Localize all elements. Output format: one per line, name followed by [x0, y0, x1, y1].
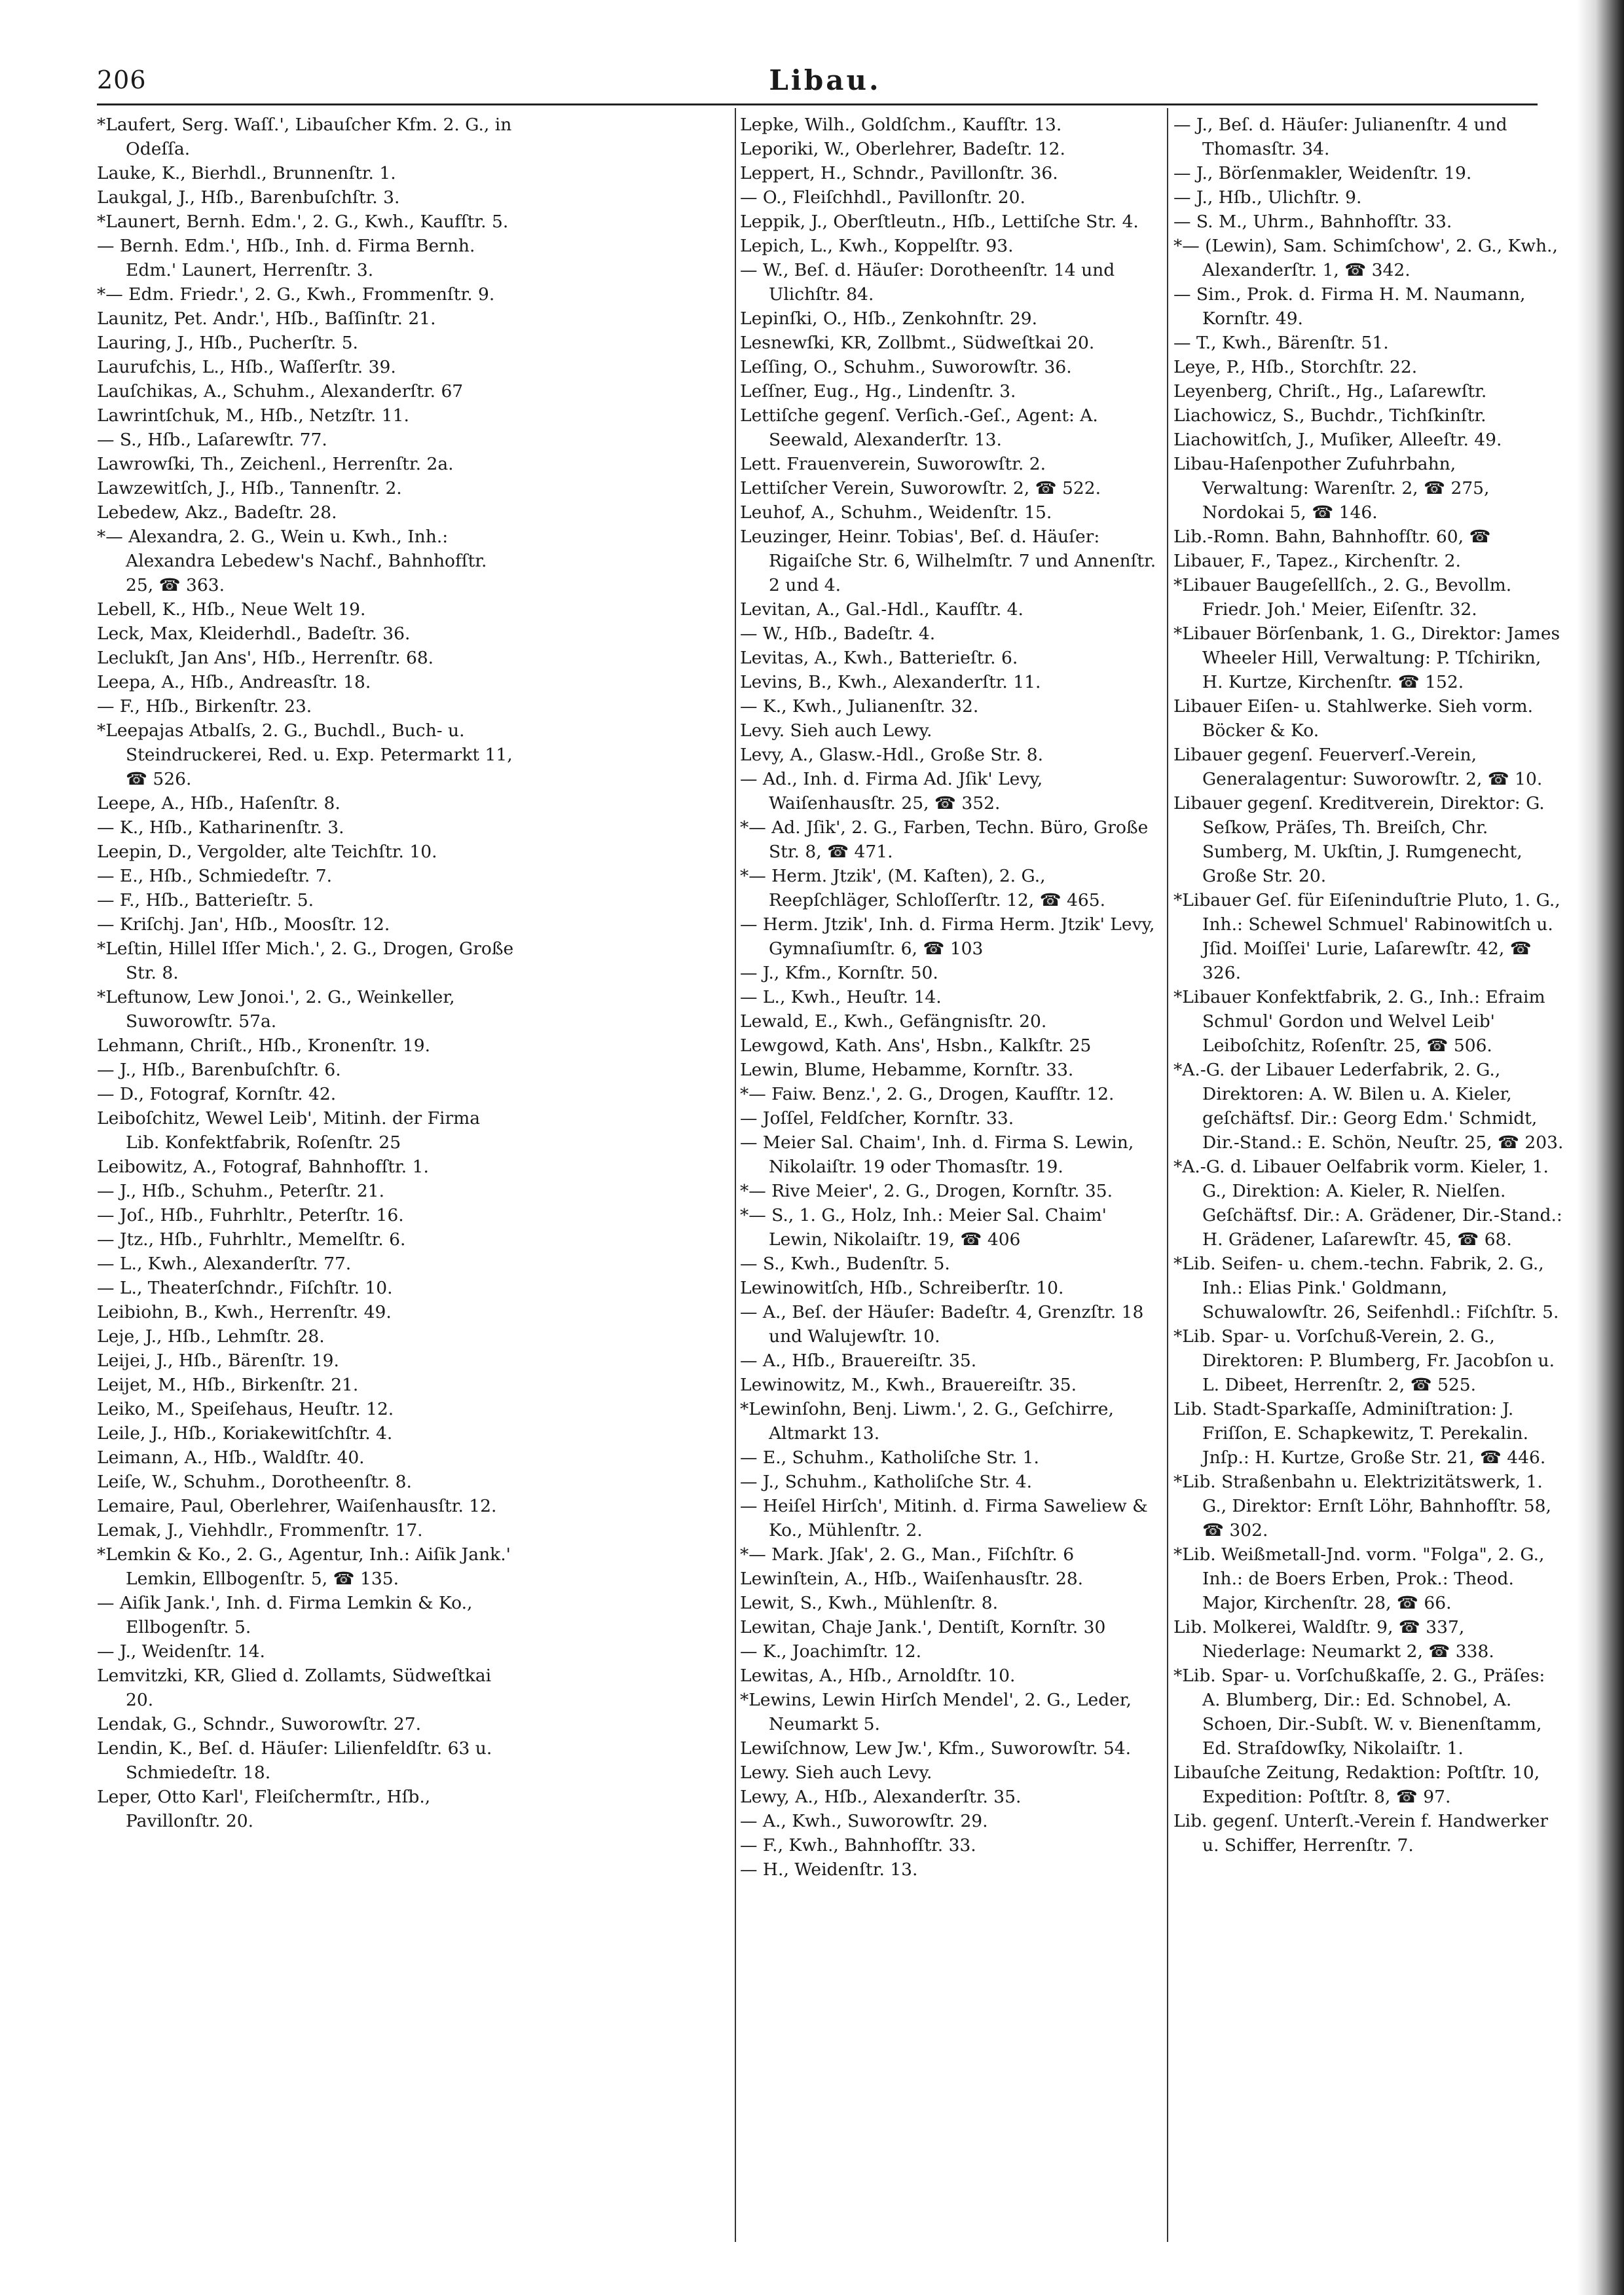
column-3	[1173, 113, 1566, 1857]
directory-entry: Leporiki, W., Oberlehrer, Badeſtr. 12.	[740, 139, 1065, 159]
directory-entry: Lemvitzki, KR, Glied d. Zollamts, Südweſtkai 20.	[97, 1666, 492, 1710]
directory-entry: Lawzewitſch, J., Hſb., Tannenſtr. 2.	[97, 478, 402, 498]
directory-entry: Levins, B., Kwh., Alexanderſtr. 11.	[740, 672, 1041, 692]
directory-entry: *— Herm. Jtzik', (M. Kaſten), 2. G., Reepſchläger, Schloſſerſtr. 12, ☎ 465.	[740, 866, 1106, 910]
directory-entry: Leſſing, O., Schuhm., Suworowſtr. 36.	[740, 357, 1072, 377]
directory-entry: Leppik, J., Oberſtleutn., Hſb., Lettiſche Str. 4.	[740, 212, 1139, 232]
directory-entry: — W., Hſb., Badeſtr. 4.	[740, 624, 936, 644]
directory-entry: Lehmann, Chriſt., Hſb., Kronenſtr. 19.	[97, 1036, 431, 1056]
directory-entry: *Libauer Baugeſellſch., 2. G., Bevollm. Friedr. Joh.' Meier, Eiſenſtr. 32.	[1173, 575, 1512, 620]
directory-entry: — A., Kwh., Suworowſtr. 29.	[740, 1811, 988, 1831]
directory-entry: Levitas, A., Kwh., Batterieſtr. 6.	[740, 648, 1018, 668]
directory-entry: Leijei, J., Hſb., Bärenſtr. 19.	[97, 1351, 339, 1371]
directory-entry: Lewinowitſch, Hſb., Schreiberſtr. 10.	[740, 1278, 1064, 1298]
directory-entry: — Meier Sal. Chaim', Inh. d. Firma S. Lewin, Nikolaiſtr. 19 oder Thomasſtr. 19.	[740, 1132, 1134, 1177]
directory-entry: — L., Kwh., Alexanderſtr. 77.	[97, 1254, 352, 1274]
directory-entry: *Lib. Straßenbahn u. Elektrizitätswerk, 1. G., Direktor: Ernſt Löhr, Bahnhofſtr. 58, ☎ 302.	[1173, 1472, 1551, 1540]
directory-entry: — H., Weidenſtr. 13.	[740, 1859, 918, 1880]
directory-entry: Lettiſcher Verein, Suworowſtr. 2, ☎ 522.	[740, 478, 1101, 498]
directory-entry: — Jtz., Hſb., Fuhrhltr., Memelſtr. 6.	[97, 1229, 406, 1250]
directory-entry: *— Mark. Jſak', 2. G., Man., Fiſchſtr. 6	[740, 1544, 1075, 1565]
directory-entry: Lebell, K., Hſb., Neue Welt 19.	[97, 599, 366, 620]
directory-entry: Lepich, L., Kwh., Koppelſtr. 93.	[740, 236, 1014, 256]
directory-entry: Leck, Max, Kleiderhdl., Badeſtr. 36.	[97, 624, 411, 644]
directory-entry: — L., Theaterſchndr., Fiſchſtr. 10.	[97, 1278, 393, 1298]
directory-entry: Lawrintſchuk, M., Hſb., Netzſtr. 11.	[97, 405, 409, 426]
directory-entry: Leiko, M., Speiſehaus, Heuſtr. 12.	[97, 1399, 394, 1419]
directory-entry: *— (Lewin), Sam. Schimſchow', 2. G., Kwh., Alexanderſtr. 1, ☎ 342.	[1173, 236, 1558, 280]
directory-entry: — Herm. Jtzik', Inh. d. Firma Herm. Jtzik' Levy, Gymnaſiumſtr. 6, ☎ 103	[740, 914, 1155, 959]
directory-entry: Leibiohn, B., Kwh., Herrenſtr. 49.	[97, 1302, 392, 1322]
directory-entry: Lewy. Sieh auch Levy.	[740, 1763, 932, 1783]
directory-entry: — S. M., Uhrm., Bahnhofſtr. 33.	[1173, 212, 1452, 232]
directory-entry: — Aiſik Jank.', Inh. d. Firma Lemkin & Ko., Ellbogenſtr. 5.	[97, 1593, 473, 1637]
directory-entry: Lewy, A., Hſb., Alexanderſtr. 35.	[740, 1787, 1022, 1807]
directory-entry: Lewinowitz, M., Kwh., Brauereiſtr. 35.	[740, 1375, 1077, 1395]
directory-entry: — K., Joachimſtr. 12.	[740, 1641, 922, 1662]
directory-entry: Leye, P., Hſb., Storchſtr. 22.	[1173, 357, 1418, 377]
directory-entry: Liachowicz, S., Buchdr., Tichſkinſtr.	[1173, 405, 1486, 426]
directory-entry: Lewgowd, Kath. Ans', Hsbn., Kalkſtr. 25	[740, 1036, 1092, 1056]
directory-entry: Libauer Eiſen- u. Stahlwerke. Sieh vorm. Böcker & Ko.	[1173, 696, 1534, 741]
directory-entry: Lemak, J., Viehhdlr., Frommenſtr. 17.	[97, 1520, 423, 1540]
directory-entry: — F., Kwh., Bahnhofſtr. 33.	[740, 1835, 976, 1856]
directory-entry: — J., Kfm., Kornſtr. 50.	[740, 963, 938, 983]
directory-entry: Leclukſt, Jan Ans', Hſb., Herrenſtr. 68.	[97, 648, 434, 668]
column-2	[740, 113, 1159, 1882]
directory-entry: *— Ad. Jſik', 2. G., Farben, Techn. Büro, Große Str. 8, ☎ 471.	[740, 817, 1149, 862]
directory-entry: *— Rive Meier', 2. G., Drogen, Kornſtr. 35.	[740, 1181, 1113, 1201]
directory-entry: Leepe, A., Hſb., Haſenſtr. 8.	[97, 793, 341, 813]
directory-entry: *A.-G. der Libauer Lederfabrik, 2. G., Direktoren: A. W. Bilen u. A. Kieler, geſchäftsf. Dir.: Georg Edm.' Schmidt, Dir.-Stand.: E. Schön, Neuſtr. 25, ☎ 203.	[1173, 1060, 1564, 1153]
directory-entry: — T., Kwh., Bärenſtr. 51.	[1173, 333, 1389, 353]
directory-entry: Lemaire, Paul, Oberlehrer, Waiſenhausſtr. 12.	[97, 1496, 497, 1516]
directory-entry: Lib. Stadt-Sparkaſſe, Adminiſtration: J. Friſſon, E. Schapkewitz, T. Perekalin. Jnſp.: H. Kurtze, Große Str. 21, ☎ 446.	[1173, 1399, 1546, 1468]
directory-entry: Leſſner, Eug., Hg., Lindenſtr. 3.	[740, 381, 1016, 401]
directory-entry: Leper, Otto Karl', Fleiſchermſtr., Hſb., Pavillonſtr. 20.	[97, 1787, 431, 1831]
directory-entry: Leiſe, W., Schuhm., Dorotheenſtr. 8.	[97, 1472, 412, 1492]
directory-entry: Lewiſchnow, Lew Jw.', Kfm., Suworowſtr. 54.	[740, 1738, 1132, 1759]
directory-entry: — J., Hſb., Schuhm., Peterſtr. 21.	[97, 1181, 385, 1201]
directory-entry: — O., Fleiſchhdl., Pavillonſtr. 20.	[740, 187, 1025, 208]
directory-entry: Lewitas, A., Hſb., Arnoldſtr. 10.	[740, 1666, 1016, 1686]
directory-entry: Launitz, Pet. Andr.', Hſb., Baſſinſtr. 21.	[97, 308, 436, 329]
directory-entry: — Bernh. Edm.', Hſb., Inh. d. Firma Bernh. Edm.' Launert, Herrenſtr. 3.	[97, 236, 475, 280]
column-divider	[1167, 108, 1168, 2242]
directory-entry: — L., Kwh., Heuſtr. 14.	[740, 987, 942, 1007]
directory-entry: Leimann, A., Hſb., Waldſtr. 40.	[97, 1447, 365, 1468]
directory-entry: — S., Kwh., Budenſtr. 5.	[740, 1254, 950, 1274]
directory-entry: *A.-G. d. Libauer Oelfabrik vorm. Kieler, 1. G., Direktion: A. Kieler, R. Nielſen. Geſchäftsf. Dir.: A. Grädener, Dir.-Stand.: H. Grädener, Laſarewſtr. 45, ☎ 68.	[1173, 1157, 1562, 1250]
directory-entry: Leuzinger, Heinr. Tobias', Beſ. d. Häuſer: Rigaiſche Str. 6, Wilhelmſtr. 7 und Annenſtr. 2 und 4.	[740, 527, 1156, 595]
directory-entry: Leijet, M., Hſb., Birkenſtr. 21.	[97, 1375, 359, 1395]
scan-edge-shadow	[1577, 0, 1624, 2295]
directory-entry: Leepa, A., Hſb., Andreasſtr. 18.	[97, 672, 371, 692]
directory-entry: Levitan, A., Gal.-Hdl., Kaufſtr. 4.	[740, 599, 1024, 620]
directory-entry: Lebedew, Akz., Badeſtr. 28.	[97, 502, 337, 523]
directory-entry: *Laufert, Serg. Waſſ.', Libauſcher Kfm. 2. G., in Odeſſa.	[97, 115, 512, 159]
running-title: Libau.	[769, 64, 881, 96]
column-1	[97, 113, 516, 1833]
directory-entry: *Lewinſohn, Benj. Liwm.', 2. G., Geſchirre, Altmarkt 13.	[740, 1399, 1114, 1444]
directory-entry: — J., Hſb., Barenbuſchſtr. 6.	[97, 1060, 341, 1080]
directory-entry: Libauſche Zeitung, Redaktion: Poſtſtr. 10, Expedition: Poſtſtr. 8, ☎ 97.	[1173, 1763, 1540, 1807]
directory-entry: — E., Hſb., Schmiedeſtr. 7.	[97, 866, 333, 886]
directory-entry: Laukgal, J., Hſb., Barenbuſchſtr. 3.	[97, 187, 400, 208]
directory-entry: — Kriſchj. Jan', Hſb., Moosſtr. 12.	[97, 914, 390, 935]
directory-entry: — K., Kwh., Julianenſtr. 32.	[740, 696, 979, 717]
directory-entry: — S., Hſb., Laſarewſtr. 77.	[97, 430, 327, 450]
directory-entry: Libauer, F., Tapez., Kirchenſtr. 2.	[1173, 551, 1461, 571]
directory-entry: Leiboſchitz, Wewel Leib', Mitinh. der Firma Lib. Konfektfabrik, Roſenſtr. 25	[97, 1108, 481, 1153]
directory-entry: — F., Hſb., Batterieſtr. 5.	[97, 890, 314, 910]
directory-entry: *Lewins, Lewin Hirſch Mendel', 2. G., Leder, Neumarkt 5.	[740, 1690, 1132, 1734]
directory-entry: — Sim., Prok. d. Firma H. M. Naumann, Kornſtr. 49.	[1173, 284, 1526, 329]
directory-entry: — J., Börſenmakler, Weidenſtr. 19.	[1173, 163, 1472, 183]
directory-entry: — K., Hſb., Katharinenſtr. 3.	[97, 817, 344, 838]
directory-entry: Lewitan, Chaje Jank.', Dentiſt, Kornſtr. 30	[740, 1617, 1106, 1637]
directory-entry: Lett. Frauenverein, Suworowſtr. 2.	[740, 454, 1046, 474]
directory-entry: Lauſchikas, A., Schuhm., Alexanderſtr. 67	[97, 381, 464, 401]
directory-entry: Lepinſki, O., Hſb., Zenkohnſtr. 29.	[740, 308, 1038, 329]
directory-entry: *Libauer Konfektfabrik, 2. G., Inh.: Efraim Schmul' Gordon und Welvel Leib' Leiboſchitz, Roſenſtr. 25, ☎ 506.	[1173, 987, 1545, 1056]
directory-entry: Liachowitſch, J., Muſiker, Alleeſtr. 49.	[1173, 430, 1502, 450]
directory-entry: *Leftunow, Lew Jonoi.', 2. G., Weinkeller, Suworowſtr. 57a.	[97, 987, 455, 1032]
directory-entry: — Joſ., Hſb., Fuhrhltr., Peterſtr. 16.	[97, 1205, 404, 1225]
directory-entry: Libau-Haſenpother Zufuhrbahn, Verwaltung: Warenſtr. 2, ☎ 275, Nordokai 5, ☎ 146.	[1173, 454, 1490, 523]
directory-entry: Lauke, K., Bierhdl., Brunnenſtr. 1.	[97, 163, 396, 183]
directory-entry: Lib. gegenſ. Unterſt.-Verein f. Handwerker u. Schiffer, Herrenſtr. 7.	[1173, 1811, 1549, 1856]
directory-entry: *Lemkin & Ko., 2. G., Agentur, Inh.: Aiſik Jank.' Lemkin, Ellbogenſtr. 5, ☎ 135.	[97, 1544, 511, 1589]
header-rule	[97, 103, 1538, 105]
column-divider	[735, 108, 736, 2242]
directory-entry: Leile, J., Hſb., Koriakewitſchſtr. 4.	[97, 1423, 393, 1444]
directory-entry: *Lib. Weißmetall-Jnd. vorm. "Folga", 2. G., Inh.: de Boers Erben, Prok.: Theod. Major, Kirchenſtr. 28, ☎ 66.	[1173, 1544, 1545, 1613]
page-number: 206	[97, 65, 147, 94]
directory-entry: Lendak, G., Schndr., Suworowſtr. 27.	[97, 1714, 421, 1734]
directory-entry: — F., Hſb., Birkenſtr. 23.	[97, 696, 312, 717]
directory-entry: — J., Beſ. d. Häuſer: Julianenſtr. 4 und Thomasſtr. 34.	[1173, 115, 1507, 159]
directory-entry: Lewit, S., Kwh., Mühlenſtr. 8.	[740, 1593, 999, 1613]
directory-entry: Leyenberg, Chriſt., Hg., Laſarewſtr.	[1173, 381, 1487, 401]
directory-entry: *— Faiw. Benz.', 2. G., Drogen, Kaufſtr. 12.	[740, 1084, 1115, 1104]
directory-entry: *Libauer Geſ. für Eiſeninduſtrie Pluto, 1. G., Inh.: Schewel Schmuel' Rabinowitſch u. Jſid. Moiſſei' Lurie, Laſarewſtr. 42, ☎ 326.	[1173, 890, 1560, 983]
directory-entry: Libauer gegenſ. Feuerverſ.-Verein, Generalagentur: Suworowſtr. 2, ☎ 10.	[1173, 745, 1543, 789]
directory-entry: — J., Weidenſtr. 14.	[97, 1641, 265, 1662]
directory-entry: *Lib. Spar- u. Vorſchuß-Verein, 2. G., Direktoren: P. Blumberg, Fr. Jacobſon u. L. Dibeet, Herrenſtr. 2, ☎ 525.	[1173, 1326, 1555, 1395]
directory-entry: — W., Beſ. d. Häuſer: Dorotheenſtr. 14 und Ulichſtr. 84.	[740, 260, 1115, 305]
directory-entry: *— Alexandra, 2. G., Wein u. Kwh., Inh.: Alexandra Lebedew's Nachf., Bahnhofſtr. 25, ☎ 363.	[97, 527, 487, 595]
directory-entry: Lettiſche gegenſ. Verſich.-Geſ., Agent: A. Seewald, Alexanderſtr. 13.	[740, 405, 1098, 450]
directory-entry: Levy, A., Glasw.-Hdl., Große Str. 8.	[740, 745, 1044, 765]
directory-entry: — Ad., Inh. d. Firma Ad. Jſik' Levy, Waiſenhausſtr. 25, ☎ 352.	[740, 769, 1043, 813]
directory-entry: Leibowitz, A., Fotograf, Bahnhofſtr. 1.	[97, 1157, 429, 1177]
directory-entry: Lib. Molkerei, Waldſtr. 9, ☎ 337, Niederlage: Neumarkt 2, ☎ 338.	[1173, 1617, 1494, 1662]
directory-entry: Lepke, Wilh., Goldſchm., Kaufſtr. 13.	[740, 115, 1062, 135]
directory-entry: Laurufchis, L., Hſb., Waſſerſtr. 39.	[97, 357, 396, 377]
directory-entry: — A., Hſb., Brauereiſtr. 35.	[740, 1351, 977, 1371]
directory-entry: *Libauer Börſenbank, 1. G., Direktor: James Wheeler Hill, Verwaltung: P. Tſchirikn, H. Kurtze, Kirchenſtr. ☎ 152.	[1173, 624, 1560, 692]
directory-entry: Leje, J., Hſb., Lehmſtr. 28.	[97, 1326, 325, 1347]
directory-entry: — D., Fotograf, Kornſtr. 42.	[97, 1084, 337, 1104]
directory-entry: Lewald, E., Kwh., Gefängnisſtr. 20.	[740, 1011, 1047, 1032]
directory-entry: Levy. Sieh auch Lewy.	[740, 720, 932, 741]
directory-entry: Lesnewſki, KR, Zollbmt., Südweſtkai 20.	[740, 333, 1095, 353]
directory-entry: *— Edm. Friedr.', 2. G., Kwh., Frommenſtr. 9.	[97, 284, 495, 305]
directory-entry: *Launert, Bernh. Edm.', 2. G., Kwh., Kaufſtr. 5.	[97, 212, 509, 232]
directory-entry: *Leepajas Atbalſs, 2. G., Buchdl., Buch- u. Steindruckerei, Red. u. Exp. Petermarkt 11, ☎ 526.	[97, 720, 513, 789]
directory-entry: — Joſſel, Feldſcher, Kornſtr. 33.	[740, 1108, 1014, 1129]
directory-entry: Leepin, D., Vergolder, alte Teichſtr. 10.	[97, 842, 437, 862]
directory-entry: Lib.-Romn. Bahn, Bahnhofſtr. 60, ☎	[1173, 527, 1491, 547]
directory-entry: Lewin, Blume, Hebamme, Kornſtr. 33.	[740, 1060, 1074, 1080]
directory-entry: — A., Beſ. der Häuſer: Badeſtr. 4, Grenzſtr. 18 und Walujewſtr. 10.	[740, 1302, 1144, 1347]
directory-entry: *— S., 1. G., Holz, Inh.: Meier Sal. Chaim' Lewin, Nikolaiſtr. 19, ☎ 406	[740, 1205, 1107, 1250]
directory-entry: — Heiſel Hirſch', Mitinh. d. Firma Saweliew & Ko., Mühlenſtr. 2.	[740, 1496, 1148, 1540]
directory-entry: Leuhof, A., Schuhm., Weidenſtr. 15.	[740, 502, 1052, 523]
directory-entry: *Lib. Spar- u. Vorſchußkaſſe, 2. G., Präſes: A. Blumberg, Dir.: Ed. Schnobel, A. Schoen, Dir.-Subſt. W. v. Bienenſtamm, Ed. Straſdowſky, Nikolaiſtr. 1.	[1173, 1666, 1545, 1759]
directory-entry: Lauring, J., Hſb., Pucherſtr. 5.	[97, 333, 358, 353]
directory-entry: *Leſtin, Hillel Iſſer Mich.', 2. G., Drogen, Große Str. 8.	[97, 939, 514, 983]
directory-entry: Lewinſtein, A., Hſb., Waiſenhausſtr. 28.	[740, 1569, 1084, 1589]
directory-entry: *Lib. Seifen- u. chem.-techn. Fabrik, 2. G., Inh.: Elias Pink.' Goldmann, Schuwalowſtr. 26, Seifenhdl.: Fiſchſtr. 5.	[1173, 1254, 1559, 1322]
directory-entry: Leppert, H., Schndr., Pavillonſtr. 36.	[740, 163, 1058, 183]
directory-entry: — E., Schuhm., Katholiſche Str. 1.	[740, 1447, 1039, 1468]
directory-entry: Lendin, K., Beſ. d. Häuſer: Lilienfeldſtr. 63 u. Schmiedeſtr. 18.	[97, 1738, 492, 1783]
directory-entry: Lawrowſki, Th., Zeichenl., Herrenſtr. 2a.	[97, 454, 454, 474]
directory-entry: — J., Schuhm., Katholiſche Str. 4.	[740, 1472, 1033, 1492]
directory-entry: Libauer gegenſ. Kreditverein, Direktor: G. Seſkow, Präſes, Th. Breiſch, Chr. Sumberg, M. Ukſtin, J. Rumgenecht, Große Str. 20.	[1173, 793, 1545, 886]
directory-entry: — J., Hſb., Ulichſtr. 9.	[1173, 187, 1362, 208]
